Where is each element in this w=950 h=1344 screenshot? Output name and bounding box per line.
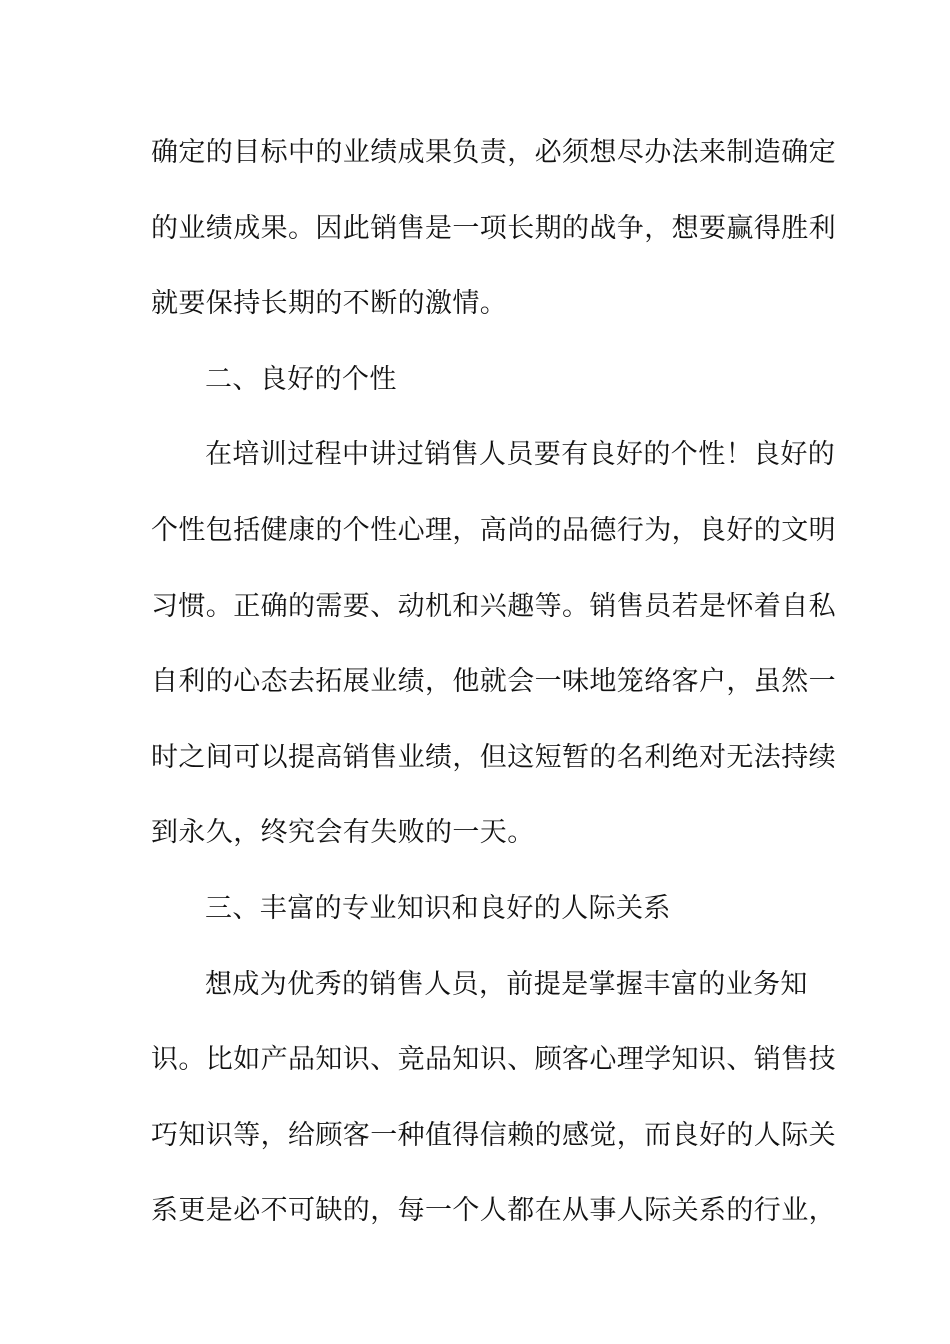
section-heading: 二、良好的个性: [205, 363, 397, 395]
paragraph-line: 确定的目标中的业绩成果负责，必须想尽办法来制造确定: [151, 137, 836, 168]
paragraph-line: 巧知识等，给顾客一种值得信赖的感觉，而良好的人际关: [151, 1119, 836, 1151]
paragraph-line: 系更是必不可缺的，每一个人都在从事人际关系的行业，: [151, 1195, 836, 1227]
paragraph-line: 的业绩成果。因此销售是一项长期的战争，想要赢得胜利: [151, 212, 836, 244]
paragraph-line: 到永久，终究会有失败的一天。: [151, 817, 535, 849]
paragraph-line: 时之间可以提高销售业绩，但这短暂的名利绝对无法持续: [151, 741, 836, 773]
paragraph-line: 习惯。正确的需要、动机和兴趣等。销售员若是怀着自私: [151, 590, 836, 622]
paragraph-line: 想成为优秀的销售人员，前提是掌握丰富的业务知: [205, 968, 808, 1000]
paragraph-line: 自利的心态去拓展业绩，他就会一味地笼络客户，虽然一: [151, 666, 836, 698]
paragraph-line: 识。比如产品知识、竞品知识、顾客心理学知识、销售技: [151, 1044, 836, 1076]
paragraph-line: 在培训过程中讲过销售人员要有良好的个性！良好的: [205, 439, 836, 471]
paragraph-line: 就要保持长期的不断的激情。: [151, 288, 508, 320]
paragraph-line: 个性包括健康的个性心理，高尚的品德行为，良好的文明: [151, 514, 836, 546]
section-heading: 三、丰富的专业知识和良好的人际关系: [205, 892, 671, 924]
document-body: [151, 115, 836, 1249]
